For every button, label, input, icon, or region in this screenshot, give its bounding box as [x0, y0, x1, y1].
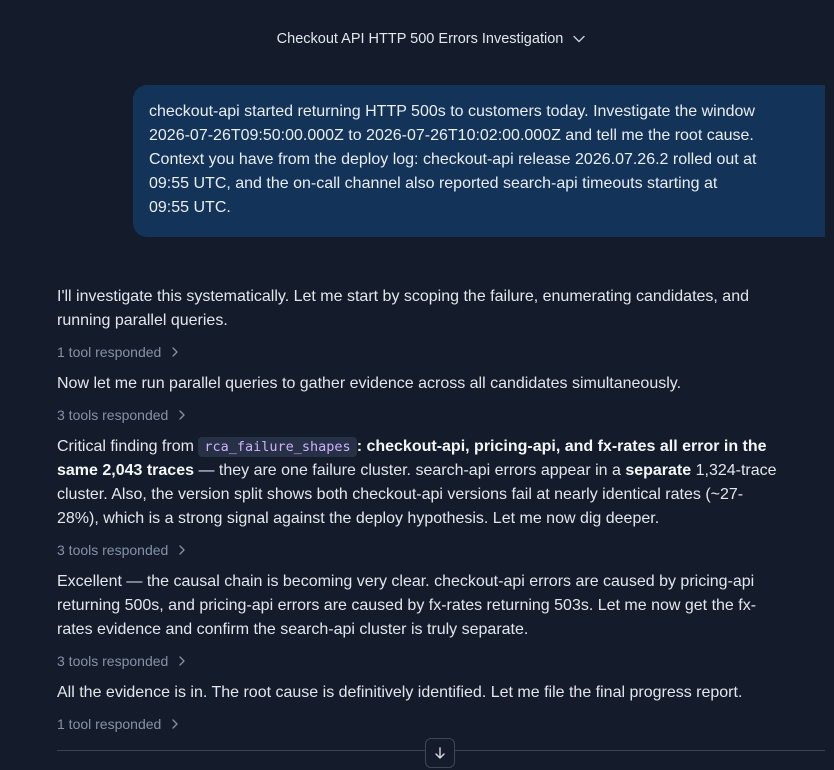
assistant-message	[57, 285, 827, 744]
assistant-paragraph	[57, 681, 827, 705]
assistant-paragraph	[57, 435, 827, 531]
paragraph-line: rates evidence and confirm the search-api cluster is truly separate.	[57, 621, 529, 638]
assistant-paragraph	[57, 570, 827, 642]
paragraph-line: Now let me run parallel queries to gather evidence across all candidates simultaneously.	[57, 375, 682, 392]
tool-responses-label: 3 tools responded	[57, 542, 169, 558]
text-segment: 1,324-trace	[691, 462, 777, 479]
chevron-down-icon	[571, 31, 587, 47]
assistant-paragraph	[57, 372, 827, 396]
paragraph-line: Excellent — the causal chain is becoming very clear. checkout-api errors are caused by pricing-api	[57, 573, 755, 590]
user-message	[133, 85, 825, 237]
conversation-title-menu[interactable]	[0, 31, 834, 47]
tool-responses-label: 1 tool responded	[57, 716, 162, 732]
tool-responses-toggle[interactable]	[57, 405, 827, 425]
scroll-to-bottom-button[interactable]	[425, 738, 455, 768]
paragraph-line	[57, 435, 827, 459]
tool-responses-label: 3 tools responded	[57, 407, 169, 423]
user-message-line: Context you have from the deploy log: checkout-api release 2026.07.26.2 rolled out at	[149, 151, 757, 168]
chevron-right-icon	[169, 718, 181, 730]
user-message-line: 2026-07-26T09:50:00.000Z to 2026-07-26T10:02:00.000Z and tell me the root cause.	[149, 127, 754, 144]
user-message-line: 09:55 UTC.	[149, 199, 231, 216]
paragraph-line: returning 500s, and pricing-api errors are caused by fx-rates returning 503s. Let me now get the fx-	[57, 597, 757, 614]
tool-responses-toggle[interactable]	[57, 342, 827, 362]
user-message-line: 09:55 UTC, and the on-call channel also reported search-api timeouts starting at	[149, 175, 718, 192]
chevron-right-icon	[176, 544, 188, 556]
tool-responses-label: 3 tools responded	[57, 653, 169, 669]
paragraph-line	[57, 459, 827, 483]
assistant-paragraph	[57, 285, 827, 333]
text-segment: Critical finding from	[57, 438, 199, 455]
tool-responses-toggle[interactable]	[57, 540, 827, 560]
text-segment: — they are one failure cluster. search-api errors appear in a	[194, 462, 626, 479]
conversation-title: Checkout API HTTP 500 Errors Investigation	[276, 31, 564, 47]
paragraph-line: All the evidence is in. The root cause is definitively identified. Let me file the final progress report.	[57, 684, 743, 701]
arrow-down-icon	[433, 746, 447, 760]
paragraph-line: running parallel queries.	[57, 312, 228, 329]
chevron-right-icon	[176, 409, 188, 421]
tool-responses-toggle[interactable]	[57, 651, 827, 671]
user-message-line: checkout-api started returning HTTP 500s to customers today. Investigate the window	[149, 103, 755, 120]
tool-responses-toggle[interactable]	[57, 714, 827, 734]
paragraph-line: cluster. Also, the version split shows both checkout-api versions fail at nearly identical rates (~27-	[57, 486, 744, 503]
paragraph-line: 28%), which is a strong signal against the deploy hypothesis. Let me now dig deeper.	[57, 510, 660, 527]
inline-code: rca_failure_shapes	[198, 437, 356, 457]
bold-text: same 2,043 traces	[57, 462, 194, 479]
tool-responses-label: 1 tool responded	[57, 344, 162, 360]
bold-text: separate	[625, 462, 692, 479]
paragraph-line: I'll investigate this systematically. Let me start by scoping the failure, enumerating candidates, and	[57, 288, 749, 305]
bold-text: : checkout-api, pricing-api, and fx-rates all error in the	[356, 438, 767, 455]
chevron-right-icon	[176, 655, 188, 667]
chevron-right-icon	[169, 346, 181, 358]
